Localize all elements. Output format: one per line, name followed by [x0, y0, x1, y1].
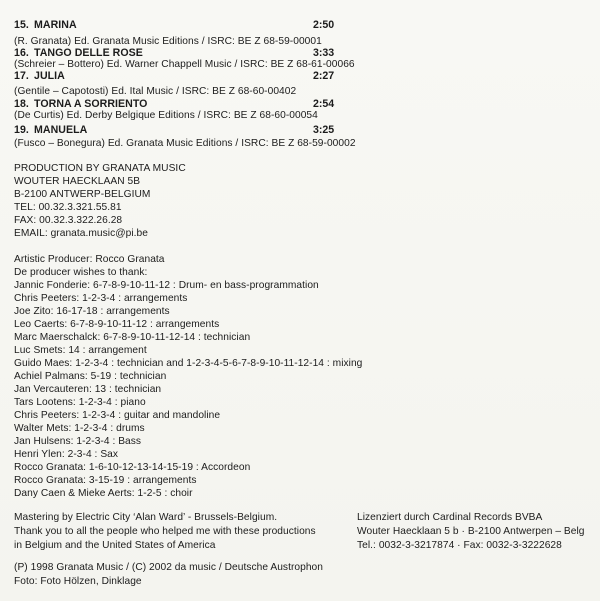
track-number: 15.: [14, 19, 29, 31]
credit-line: Chris Peeters: 1-2-3-4 : guitar and mandoline: [14, 410, 221, 421]
credit-line: Leo Caerts: 6-7-8-9-10-11-12 : arrangements: [14, 319, 220, 330]
credit-line: Luc Smets: 14 : arrangement: [14, 345, 147, 356]
mastering-line: Mastering by Electric City ‘Alan Ward’ - Brussels-Belgium.: [14, 512, 278, 523]
production-heading: PRODUCTION BY GRANATA MUSIC: [14, 163, 186, 174]
license-line: Wouter Haecklaan 5 b · B-2100 Antwerpen – Belg: [357, 526, 585, 537]
track-title-row: [14, 98, 147, 110]
track-duration: 3:33: [313, 47, 335, 59]
track-number: 16.: [14, 47, 29, 59]
track-duration: 2:54: [313, 98, 335, 110]
track-title: MARINA: [34, 19, 77, 31]
credit-line: Rocco Granata: 1-6-10-12-13-14-15-19 : Accordeon: [14, 462, 251, 473]
track-number: 18.: [14, 98, 29, 110]
credit-line: Jannic Fonderie: 6-7-8-9-10-11-12 : Drum- en bass-programmation: [14, 280, 319, 291]
credit-line: Dany Caen & Mieke Aerts: 1-2-5 : choir: [14, 488, 193, 499]
production-fax: FAX: 00.32.3.322.26.28: [14, 215, 123, 226]
credit-line: Joe Zito: 16-17-18 : arrangements: [14, 306, 170, 317]
credit-line: Jan Vercauteren: 13 : technician: [14, 384, 162, 395]
production-email: EMAIL: granata.music@pi.be: [14, 228, 148, 239]
track-title-row: [14, 47, 143, 59]
credit-line: Artistic Producer: Rocco Granata: [14, 254, 165, 265]
mastering-line: Thank you to all the people who helped me with these productions: [14, 526, 316, 537]
track-credit: (Gentile – Capotosti) Ed. Ital Music / ISRC: BE Z 68-60-00402: [14, 86, 297, 97]
credit-line: Achiel Palmans: 5-19 : technician: [14, 371, 167, 382]
credit-line: Marc Maerschalck: 6-7-8-9-10-11-12-14 : technician: [14, 332, 251, 343]
credit-line: Chris Peeters: 1-2-3-4 : arrangements: [14, 293, 188, 304]
track-duration: 2:50: [313, 19, 335, 31]
credit-line: Walter Mets: 1-2-3-4 : drums: [14, 423, 145, 434]
track-credit: (Fusco – Bonegura) Ed. Granata Music Editions / ISRC: BE Z 68-59-00002: [14, 138, 356, 149]
track-duration: 2:27: [313, 70, 335, 82]
credit-line: Jan Hulsens: 1-2-3-4 : Bass: [14, 436, 142, 447]
license-line: Tel.: 0032-3-3217874 · Fax: 0032-3-3222628: [357, 540, 562, 551]
track-title-row: [14, 19, 77, 31]
track-credit: (R. Granata) Ed. Granata Music Editions / ISRC: BE Z 68-59-00001: [14, 36, 322, 47]
track-title-row: [14, 124, 87, 136]
track-title: TORNA A SORRIENTO: [34, 98, 148, 110]
track-number: 19.: [14, 124, 29, 136]
track-number: 17.: [14, 70, 29, 82]
credit-line: Rocco Granata: 3-15-19 : arrangements: [14, 475, 197, 486]
license-line: Lizenziert durch Cardinal Records BVBA: [357, 512, 543, 523]
track-title: JULIA: [34, 70, 65, 82]
production-tel: TEL: 00.32.3.321.55.81: [14, 202, 122, 213]
mastering-line: in Belgium and the United States of America: [14, 540, 216, 551]
photo-credit-line: Foto: Foto Hölzen, Dinklage: [14, 576, 142, 587]
credit-line: Guido Maes: 1-2-3-4 : technician and 1-2-3-4-5-6-7-8-9-10-11-12-14 : mixing: [14, 358, 363, 369]
credit-line: Henri Ylen: 2-3-4 : Sax: [14, 449, 119, 460]
credit-line: Tars Lootens: 1-2-3-4 : piano: [14, 397, 146, 408]
track-credit: (Schreier – Bottero) Ed. Warner Chappell Music / ISRC: BE Z 68-61-00066: [14, 59, 355, 70]
track-credit: (De Curtis) Ed. Derby Belgique Editions / ISRC: BE Z 68-60-00054: [14, 110, 318, 121]
track-title: MANUELA: [34, 124, 88, 136]
credit-line: De producer wishes to thank:: [14, 267, 148, 278]
production-street: WOUTER HAECKLAAN 5B: [14, 176, 141, 187]
track-title-row: [14, 70, 65, 82]
copyright-line: (P) 1998 Granata Music / (C) 2002 da music / Deutsche Austrophon: [14, 562, 323, 573]
production-city: B-2100 ANTWERP-BELGIUM: [14, 189, 151, 200]
track-title: TANGO DELLE ROSE: [34, 47, 143, 59]
track-duration: 3:25: [313, 124, 335, 136]
